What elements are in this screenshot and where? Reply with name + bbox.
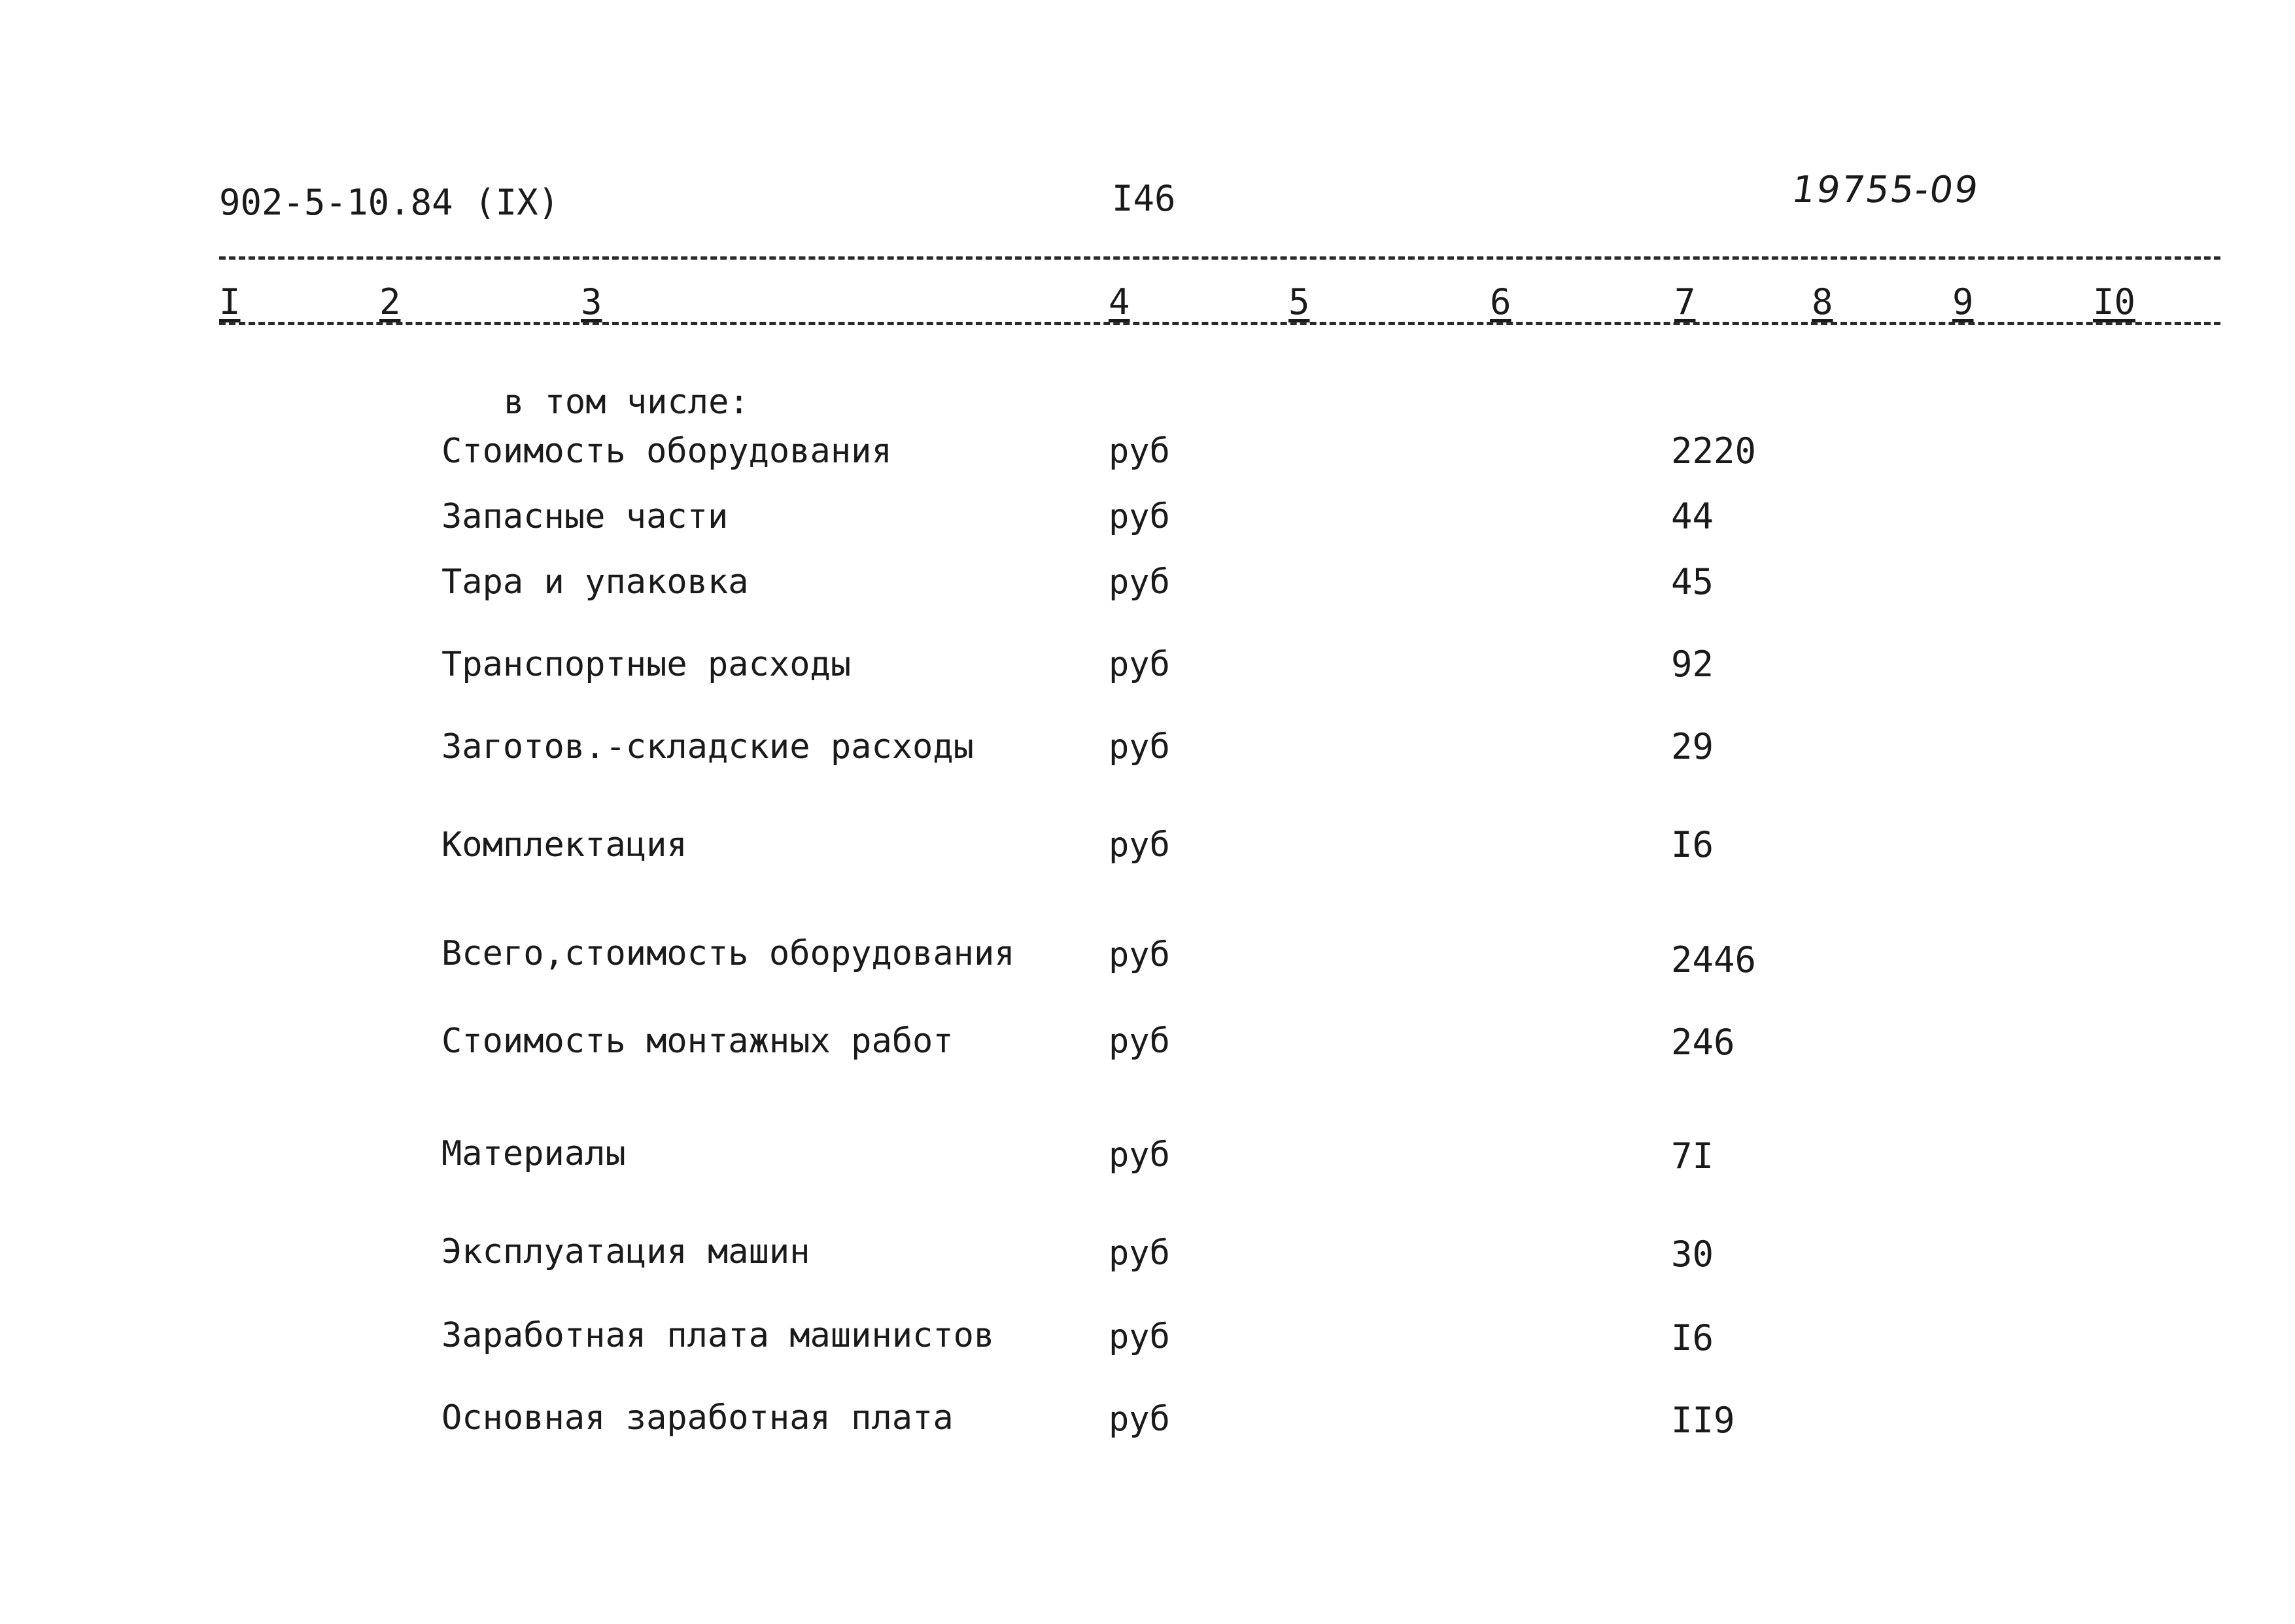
row-value: 2446 [1671, 939, 1757, 980]
row-unit: руб [1109, 825, 1170, 865]
row-value: 44 [1671, 496, 1714, 537]
handwritten-doc-number: 19755-09 [1789, 169, 1982, 211]
row-label: Стоимость монтажных работ [441, 1022, 954, 1061]
document-code: 902-5-10.84 (IX) [219, 182, 560, 223]
row-label: Тара и упаковка [441, 562, 749, 602]
row-unit: руб [1109, 727, 1170, 767]
row-value: 7I [1671, 1135, 1714, 1177]
row-unit: руб [1109, 497, 1170, 536]
row-unit: руб [1109, 935, 1170, 975]
row-unit: руб [1109, 1400, 1170, 1439]
row-label: Материалы [441, 1134, 626, 1173]
row-unit: руб [1109, 1022, 1170, 1061]
row-label: Основная заработная плата [441, 1398, 954, 1438]
row-unit: руб [1109, 432, 1170, 471]
column-number: 2 [379, 281, 401, 322]
row-unit: руб [1109, 645, 1170, 684]
row-value: II9 [1671, 1400, 1735, 1441]
row-label: Стоимость оборудования [441, 432, 892, 471]
row-value: 45 [1671, 561, 1714, 602]
dashed-rule-top [219, 256, 2220, 260]
column-number: 9 [1952, 281, 1974, 322]
intro-text: в том числе: [504, 383, 750, 422]
column-number: 6 [1490, 281, 1511, 322]
column-number: 3 [581, 281, 602, 322]
dashed-rule-bottom [219, 322, 2220, 325]
row-unit: руб [1109, 1317, 1170, 1356]
column-number: 7 [1674, 281, 1696, 322]
row-label: Транспортные расходы [441, 645, 852, 684]
row-unit: руб [1109, 1234, 1170, 1273]
column-number: 8 [1812, 281, 1833, 322]
row-value: 29 [1671, 726, 1714, 767]
column-number: I [219, 281, 241, 322]
row-value: 30 [1671, 1234, 1714, 1275]
row-label: Заработная плата машинистов [441, 1316, 995, 1355]
row-value: I6 [1671, 824, 1714, 865]
row-label: Комплектация [441, 825, 687, 865]
row-value: 246 [1671, 1022, 1735, 1063]
row-label: Заготов.-складские расходы [441, 727, 974, 767]
row-value: 2220 [1671, 430, 1757, 472]
row-unit: руб [1109, 1135, 1170, 1175]
row-value: I6 [1671, 1317, 1714, 1358]
row-value: 92 [1671, 644, 1714, 685]
row-label: Эксплуатация машин [441, 1232, 810, 1271]
column-number: I0 [2093, 281, 2136, 322]
column-number: 4 [1109, 281, 1130, 322]
page-number: I46 [1112, 178, 1176, 219]
row-unit: руб [1109, 562, 1170, 602]
row-label: Запасные части [441, 497, 729, 536]
row-label: Всего,стоимость оборудования [441, 934, 1015, 973]
column-number: 5 [1288, 281, 1310, 322]
